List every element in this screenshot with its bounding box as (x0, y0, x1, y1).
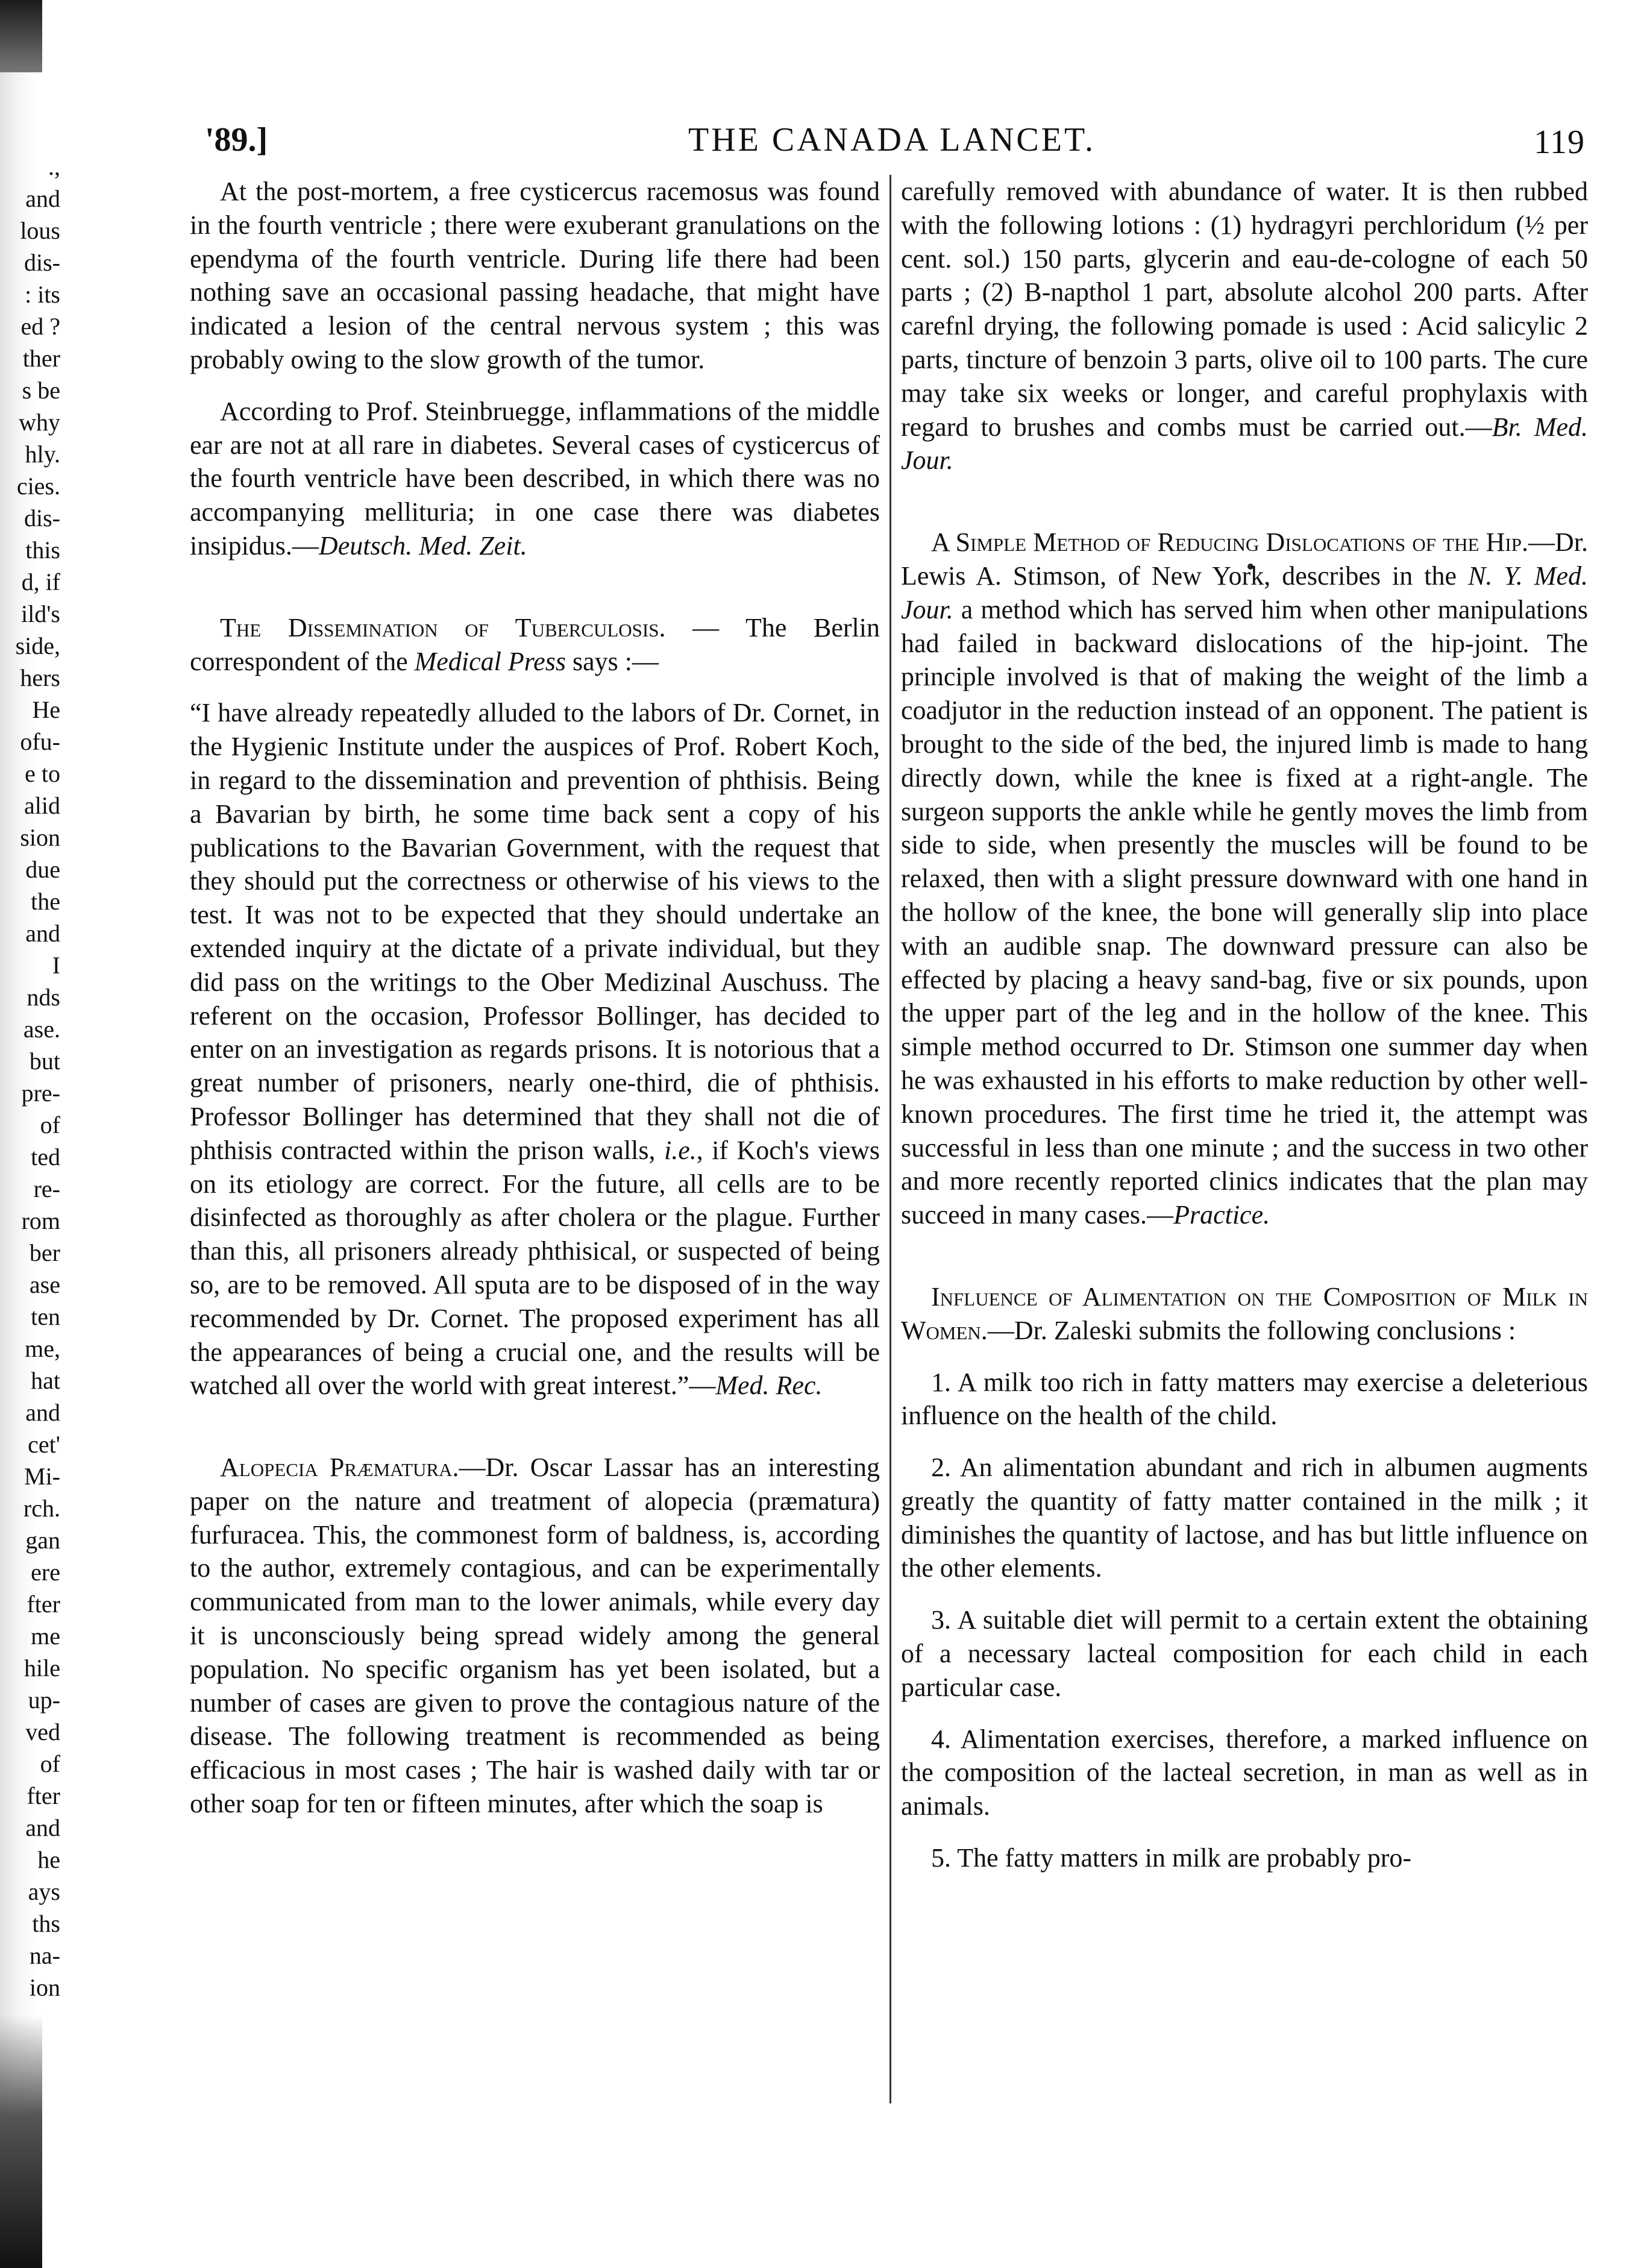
margin-fragment: gan (25, 1527, 60, 1554)
margin-fragment: ber (29, 1239, 60, 1266)
margin-fragment: ten (31, 1303, 60, 1330)
margin-fragment: na- (29, 1942, 60, 1969)
source-citation: Deutsch. Med. Zeit. (318, 530, 527, 561)
margin-fragment: and (25, 185, 60, 212)
right-column (901, 175, 1588, 1893)
header-year: '89.] (205, 121, 268, 159)
margin-fragment: and (25, 1814, 60, 1841)
margin-fragment: e to (25, 760, 60, 787)
margin-fragment: ved (25, 1718, 60, 1745)
conclusion-item: 5. The fatty matters in milk are probably pro- (931, 1843, 1412, 1873)
article-heading: Alopecia Præmatura. (220, 1453, 459, 1483)
paragraph-cysticercus: At the post-mortem, a free cysticercus racemosus was found in the fourth ventricle ; there were exuberant granulations on the ependyma of the fourth ventricle. During life there had been nothing save an occasional passing headache, that might have indicated a lesion of the central nervous system ; this was probably owing to the slow growth of the tumor. (190, 177, 880, 374)
margin-fragment: ofu- (20, 728, 60, 755)
margin-fragment: ion (29, 1974, 60, 2001)
margin-fragment: d, if (21, 568, 60, 595)
margin-fragment: ays (28, 1878, 60, 1905)
margin-fragment: : its (25, 281, 60, 308)
margin-fragment: ase (29, 1271, 60, 1298)
source-citation: Br. Med. Jour. (901, 412, 1588, 476)
margin-fragment: ther (22, 345, 60, 372)
margin-fragment: ths (32, 1910, 60, 1937)
margin-fragment: alid (24, 792, 60, 819)
article-heading: Influence of Alimentation on the Composition of Milk in Women. (901, 1281, 1588, 1345)
paragraph-steinbruegge: According to Prof. Steinbruegge, inflammations of the middle ear are not at all rare in diabetes. Several cases of cysticercus of the fourth ventricle have been described, in which there was no accompanying mellituria; in one case there was diabetes insipidus.—Deutsch. Med. Zeit. (190, 396, 880, 561)
binding-shadow-bottom (0, 2015, 42, 2268)
page-number: 119 (1534, 124, 1585, 161)
margin-fragment: this (25, 536, 60, 564)
left-column (190, 175, 880, 1839)
article-heading: The Dissemination of Tuberculosis. (220, 612, 666, 642)
binding-shadow-top (0, 0, 42, 72)
margin-fragment: hers (20, 664, 60, 691)
conclusions-list (901, 1366, 1588, 1875)
margin-fragment: pre- (21, 1079, 60, 1107)
margin-fragment: and (25, 1399, 60, 1426)
margin-fragment: dis- (24, 249, 60, 276)
margin-fragment: of (40, 1111, 60, 1139)
margin-fragment: s be (22, 377, 60, 404)
margin-fragment: ted (31, 1143, 60, 1170)
margin-fragment: the (31, 888, 60, 915)
margin-fragment: and (25, 920, 60, 947)
margin-fragment: me (31, 1622, 60, 1650)
margin-fragment: cet' (28, 1431, 60, 1458)
journal-title: THE CANADA LANCET. (688, 121, 1096, 159)
margin-fragment: due (25, 856, 60, 883)
margin-fragment: he (37, 1846, 60, 1873)
source-citation: Med. Rec. (715, 1371, 823, 1401)
margin-fragment: dis- (24, 504, 60, 532)
article-dissemination-quote: “I have already repeatedly alluded to the labors of Dr. Cornet, in the Hygienic Institute under the auspices of Prof. Robert Koch, in regard to the dissemination and prevention of phthisis. Being a Bavarian by birth, he some time back sent a copy of his publications to the Bavarian Government, with the request that they should put the correctness or otherwise of his views to the test. It was not to be expected that they should undertake an extended inquiry at the dictate of a private individual, but they did pass on the writings to the Ober Medizinal Auschuss. The referent on the occasion, Professor Bollinger, has decided to enter on an investigation as regards prisons. It is notorious that a great number of prisoners, nearly one-third, die of phthisis. Professor Bollinger has determined that they shall not die of phthisis contracted within the prison walls, i.e., if Koch's views on its etiology are correct. For the future, all cells are to be disinfected as thoroughly as after cholera or the plague. Further than this, all prisoners already phthisical, or suspected of being so, are to be removed. All sputa are to be disposed of in the way recommended by Dr. Cornet. The proposed experiment has all the appearances of being a crucial one, and the results will be watched all over the world with great interest.”—Med. Rec. (190, 698, 880, 1401)
margin-fragment: Mi- (24, 1463, 60, 1490)
margin-fragment: cies. (16, 473, 60, 500)
article-alopecia: Alopecia Præmatura.—Dr. Oscar Lassar has an interesting paper on the nature and treatment of alopecia (præmatura) furfuracea. This, the commonest form of baldness, is, according to the author, extremely contagious, and can be experimentally communicated from man to the lower animals, while every day it is unconsciously being spread widely among the general population. No specific organism has yet been isolated, but a number of cases are given to prove the contagious nature of the disease. The following treatment is recommended as being efficacious in most cases ; The hair is washed daily with tar or other soap for ten or fifteen minutes, after which the soap is (190, 1453, 880, 1819)
margin-fragment: ere (31, 1559, 60, 1586)
margin-fragment: up- (28, 1686, 60, 1714)
article-alimentation-milk: Influence of Alimentation on the Composition of Milk in Women.—Dr. Zaleski submits the following conclusions : (901, 1281, 1588, 1345)
margin-fragment: He (32, 696, 60, 723)
margin-fragment: rch. (23, 1495, 60, 1522)
margin-fragment: hly. (25, 441, 60, 468)
page-header (199, 121, 1585, 163)
margin-fragment: of (40, 1750, 60, 1777)
source-citation: Practice. (1173, 1200, 1270, 1230)
margin-fragment: ase. (23, 1016, 60, 1043)
conclusion-item: 3. A suitable diet will permit to a certain extent the obtaining of a necessary lacteal composition for each child in each particular case. (901, 1605, 1588, 1702)
paragraph-alopecia-continued: carefully removed with abundance of water. It is then rubbed with the following lotions : (1) hydragyri perchloridum (½ per cent. sol.) 150 parts, glycerin and eau-de-cologne of each 50 parts ; (2) B-napthol 1 part, absolute alcohol 200 parts. After carefnl drying, the following pomade is used : Acid salicylic 2 parts, tincture of benzoin 3 parts, olive oil to 100 parts. The cure may take six weeks or longer, and careful prophylaxis with regard to brushes and combs must be carried out.—Br. Med. Jour. (901, 177, 1588, 476)
article-heading: A Simple Method of Reducing Dislocations of the Hip. (931, 527, 1528, 558)
column-rule (889, 175, 891, 2103)
margin-fragment: fter (27, 1782, 60, 1809)
margin-fragment: me, (25, 1335, 60, 1362)
margin-fragment: but (29, 1048, 60, 1075)
conclusion-item: 2. An alimentation abundant and rich in albumen augments greatly the quantity of fatty matter contained in the milk ; it diminishes the quantity of lactose, and has but little influence on the other elements. (901, 1453, 1588, 1583)
margin-fragment: side, (15, 632, 60, 659)
article-hip-dislocations: A Simple Method of Reducing Dislocations of the Hip.—Dr. Lewis A. Stimson, of New York, describes in the N. Y. Med. Jour. a method which has served him when other manipulations had failed in backward dislocations of the hip-joint. The principle involved is that of making the weight of the limb a coadjutor in the reduction instead of an opponent. The patient is brought to the side of the bed, the injured limb is made to hang directly down, while the knee is fixed at a right-angle. The surgeon supports the ankle while he gently moves the limb from side to side, when presently the muscles will be found to be relaxed, then with a slight pressure downward with one hand in the hollow of the knee, the bone will generally slip into place with an audible snap. The downward pressure can also be effected by placing a heavy sand-bag, five or six pounds, upon the upper part of the leg and in the hollow of the knee. This simple method occurred to Dr. Stimson one summer day when he was exhausted in his efforts to make reduction by other well-known procedures. The first time he tried it, the attempt was successful in less than one minute ; and the success in two other and more recently reported clinics indicates that the plan may succeed in many cases.—Practice. (901, 527, 1588, 1230)
margin-fragment: re- (33, 1175, 60, 1202)
margin-fragment: fter (27, 1591, 60, 1618)
margin-fragment: ed ? (20, 313, 60, 340)
margin-fragment: nds (27, 984, 60, 1011)
previous-page-margin-text (0, 151, 60, 2003)
margin-fragment: lous (20, 217, 60, 244)
margin-fragment: sion (20, 824, 60, 851)
margin-fragment: I (52, 952, 60, 979)
conclusion-item: 1. A milk too rich in fatty matters may exercise a deleterious influence on the health of the child. (901, 1367, 1588, 1431)
margin-fragment: hile (24, 1654, 60, 1682)
article-dissemination-tuberculosis: The Dissemination of Tuberculosis. — The Berlin correspondent of the Medical Press says :— (190, 612, 880, 676)
margin-fragment: ild's (21, 600, 60, 627)
margin-fragment: ., (48, 153, 60, 180)
conclusion-item: 4. Alimentation exercises, therefore, a marked influence on the composition of the lacteal secretion, in man as well as in animals. (901, 1724, 1588, 1821)
margin-fragment: rom (21, 1207, 60, 1234)
margin-fragment: hat (31, 1367, 60, 1394)
margin-fragment: why (19, 409, 60, 436)
